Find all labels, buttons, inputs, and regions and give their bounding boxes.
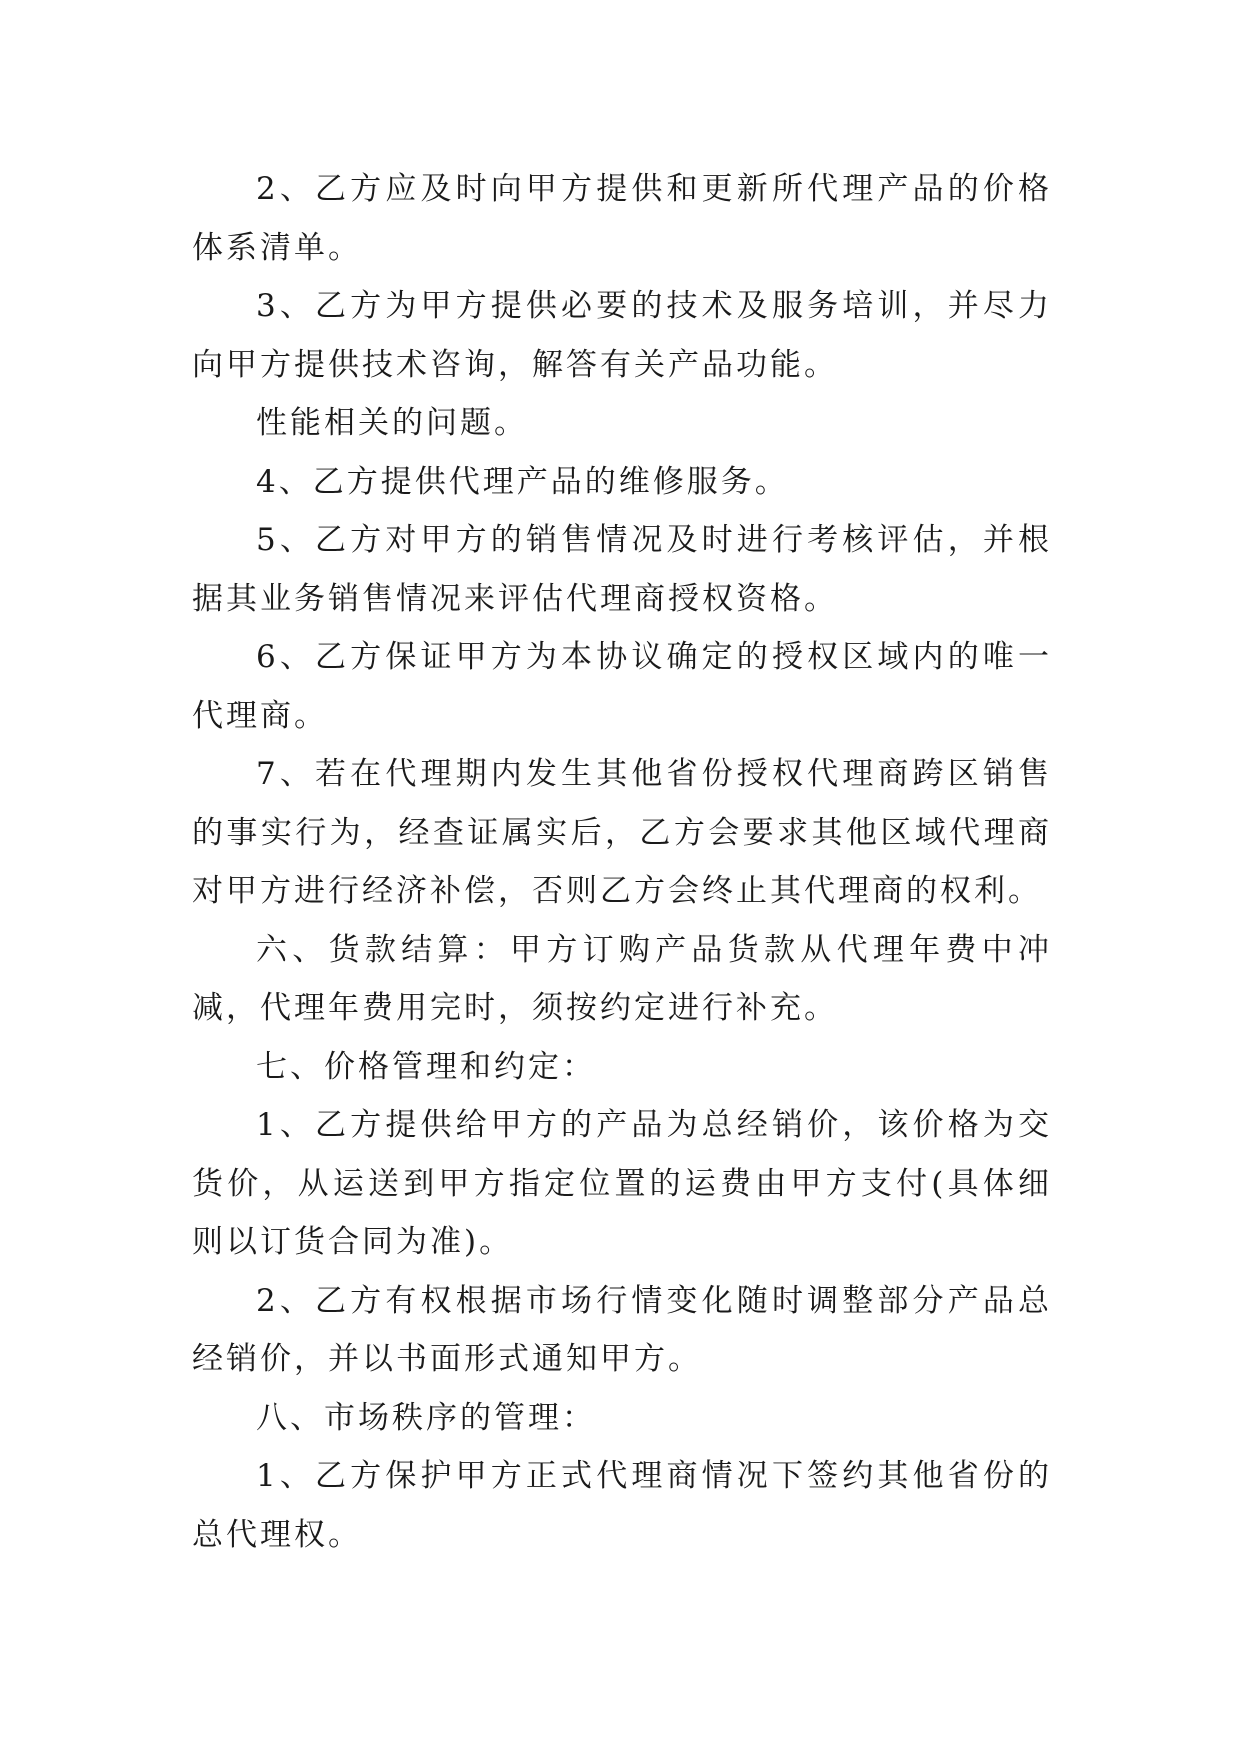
section-heading-market-order: 八、市场秩序的管理：	[256, 1399, 596, 1436]
document-body	[192, 160, 1052, 1564]
paragraph-price-list: 2、乙方应及时向甲方提供和更新所代理产品的价格体系清单。	[192, 171, 1052, 266]
paragraph-distribution-price: 1、乙方提供给甲方的产品为总经销价，该价格为交货价，从运送到甲方指定位置的运费由甲方支付(具体细则以订货合同为准)。	[192, 1107, 1052, 1260]
paragraph-assessment: 5、乙方对甲方的销售情况及时进行考核评估，并根据其业务销售情况来评估代理商授权资格。	[192, 522, 1052, 617]
paragraph-price-adjustment: 2、乙方有权根据市场行情变化随时调整部分产品总经销价，并以书面形式通知甲方。	[192, 1282, 1052, 1377]
paragraph-agent-protection: 1、乙方保护甲方正式代理商情况下签约其他省份的总代理权。	[192, 1458, 1052, 1553]
section-heading-pricing: 七、价格管理和约定：	[256, 1048, 596, 1085]
paragraph-repair: 4、乙方提供代理产品的维修服务。	[256, 463, 789, 500]
paragraph-exclusive-agent: 6、乙方保证甲方为本协议确定的授权区域内的唯一代理商。	[192, 639, 1052, 734]
paragraph-settlement: 六、货款结算：甲方订购产品货款从代理年费中冲减，代理年费用完时，须按约定进行补充。	[192, 931, 1052, 1026]
paragraph-cross-region: 7、若在代理期内发生其他省份授权代理商跨区销售的事实行为，经查证属实后，乙方会要求其他区域代理商对甲方进行经济补偿，否则乙方会终止其代理商的权利。	[192, 756, 1052, 909]
paragraph-training: 3、乙方为甲方提供必要的技术及服务培训，并尽力向甲方提供技术咨询，解答有关产品功能。	[192, 288, 1052, 383]
paragraph-performance: 性能相关的问题。	[256, 405, 528, 441]
